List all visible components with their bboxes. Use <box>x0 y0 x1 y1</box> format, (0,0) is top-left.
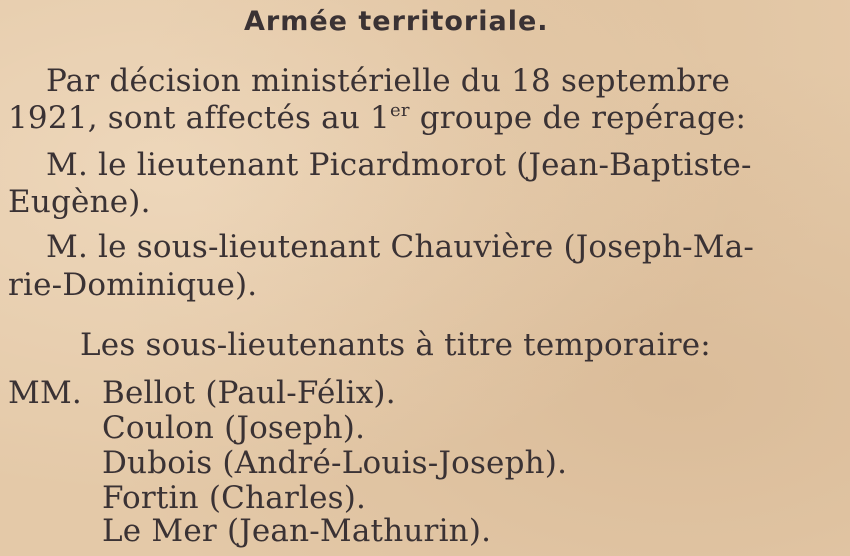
decision-line-2 <box>8 100 747 136</box>
temporary-item-2: Coulon (Joseph). <box>102 410 366 446</box>
temporary-item-1: Bellot (Paul-Félix). <box>102 375 396 411</box>
temporary-item-4: Fortin (Charles). <box>102 480 367 516</box>
decision-line-2-start: 1921, sont affectés au 1 <box>8 100 390 136</box>
officer-1-line-2: Eugène). <box>8 184 151 220</box>
list-prefix: MM. <box>8 375 82 411</box>
officer-2-line-2: rie-Dominique). <box>8 267 258 303</box>
section-heading: Armée territoriale. <box>244 6 549 37</box>
decision-line-2-end: groupe de repérage: <box>409 100 747 136</box>
decision-line-1: Par décision ministérielle du 18 septembre <box>46 63 731 99</box>
officer-1-line-1: M. le lieutenant Picardmorot (Jean-Baptiste- <box>46 147 752 183</box>
officer-2-line-1: M. le sous-lieutenant Chauvière (Joseph-Ma- <box>46 229 755 265</box>
temporary-item-5: Le Mer (Jean-Mathurin). <box>102 513 492 549</box>
temporary-heading: Les sous-lieutenants à titre temporaire: <box>80 327 711 363</box>
temporary-item-3: Dubois (André-Louis-Joseph). <box>102 445 568 481</box>
ordinal-suffix: er <box>389 100 410 121</box>
